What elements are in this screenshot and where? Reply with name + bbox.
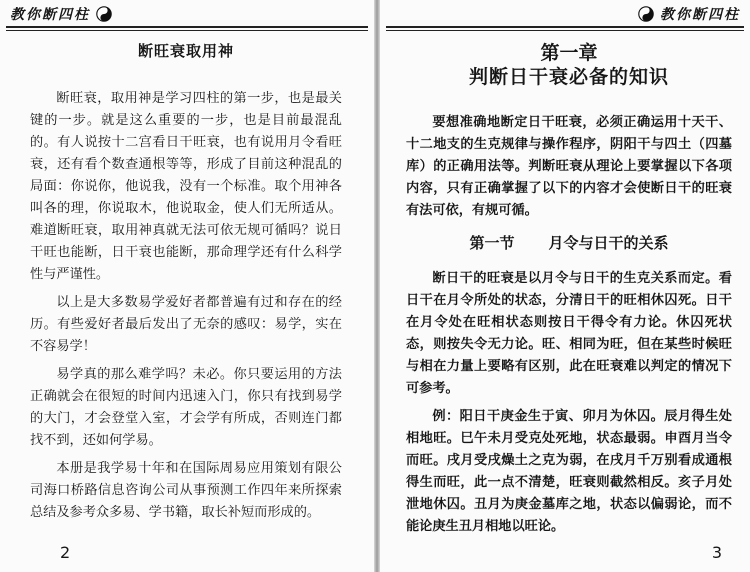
paragraph: 断旺衰，取用神是学习四柱的第一步，也是最关键的一步。就是这么重要的一步，也是目前最混乱的。有人说按十二宫看日干旺衰，也有说用月令看旺衰，还有看个数查通根等等，形成了目前这种混乱的局面：你说你，他说我，没有一个标准。取个用神各叫各的理，你说取木，他说取金，使人们无所适从。难道断旺衰，取用神真就无法可依无规可循吗？说日干旺也能断，日干衰也能断，那命理学还有什么科学性与严谨性。 [30, 91, 342, 282]
paragraph: 例：阳日干庚金生于寅、卯月为休囚。辰月得生处相地旺。巳午未月受克处死地，状态最弱。申酉月当令而旺。戌月受戌燥土之克为弱，在戌月千万别看成通根得生而旺，此一点不清楚，旺衰则截然相反。亥子月处泄地休囚。丑月为庚金墓库之地，状态以偏弱论，而不能论庚生丑月相地以旺论。 [406, 409, 732, 534]
book-title: 教你断四柱 [10, 7, 90, 23]
paragraph: 断日干的旺衰是以月令与日干的生克关系而定。看日干在月令所处的状态，分清日干的旺相休囚死。日干在月令处在旺相状态则按日干得令有力论。休囚死状态，则按失令无力论。旺、相同为旺，但在某些时候旺与相在力量上要略有区别，此在旺衰难以判定的情况下可参考。 [406, 271, 732, 396]
chapter-title: 判断日干衰必备的知识 [468, 66, 669, 88]
page-number: 3 [711, 543, 722, 562]
section-title: 月令与日干的关系 [548, 234, 669, 252]
header-rule [386, 26, 744, 31]
paragraph: 本册是我学易十年和在国际周易应用策划有限公司海口桥路信息咨询公司从事预测工作四年来所探索总结及参考众多易、学书籍，取长补短而形成的。 [30, 461, 342, 520]
chapter-number: 第一章 [540, 42, 598, 64]
right-content [406, 40, 732, 544]
section-number: 第一节 [469, 234, 515, 252]
yin-yang-icon [638, 6, 654, 22]
section-heading [406, 232, 732, 254]
page-header [10, 4, 112, 24]
page-header [638, 4, 740, 24]
right-page [380, 0, 750, 572]
page-number: 2 [60, 543, 71, 562]
book-title: 教你断四柱 [660, 7, 740, 23]
paragraph: 易学真的那么难学吗？未必。你只要运用的方法正确就会在很短的时间内迅速入门，你只有找到易学的大门，才会登堂入室，才会学有所成，否则连门都找不到，还如何学易。 [30, 367, 342, 448]
paragraph: 以上是大多数易学爱好者都普遍有过和存在的经历。有些爱好者最后发出了无奈的感叹：易学，实在不容易学！ [30, 295, 342, 354]
left-page [0, 0, 374, 572]
yin-yang-icon [96, 6, 112, 22]
intro-paragraph: 要想准确地断定日干旺衰，必须正确运用十天干、十二地支的生克规律与操作程序，阴阳干与四土（四墓库）的正确用法等。判断旺衰从理论上要掌握以下各项内容，只有正确掌握了以下的内容才会使断日干的旺衰有法可依，有规可循。 [406, 115, 732, 218]
left-content [30, 38, 342, 530]
header-rule [6, 26, 368, 31]
section-heading: 断旺衰取用神 [137, 42, 234, 60]
